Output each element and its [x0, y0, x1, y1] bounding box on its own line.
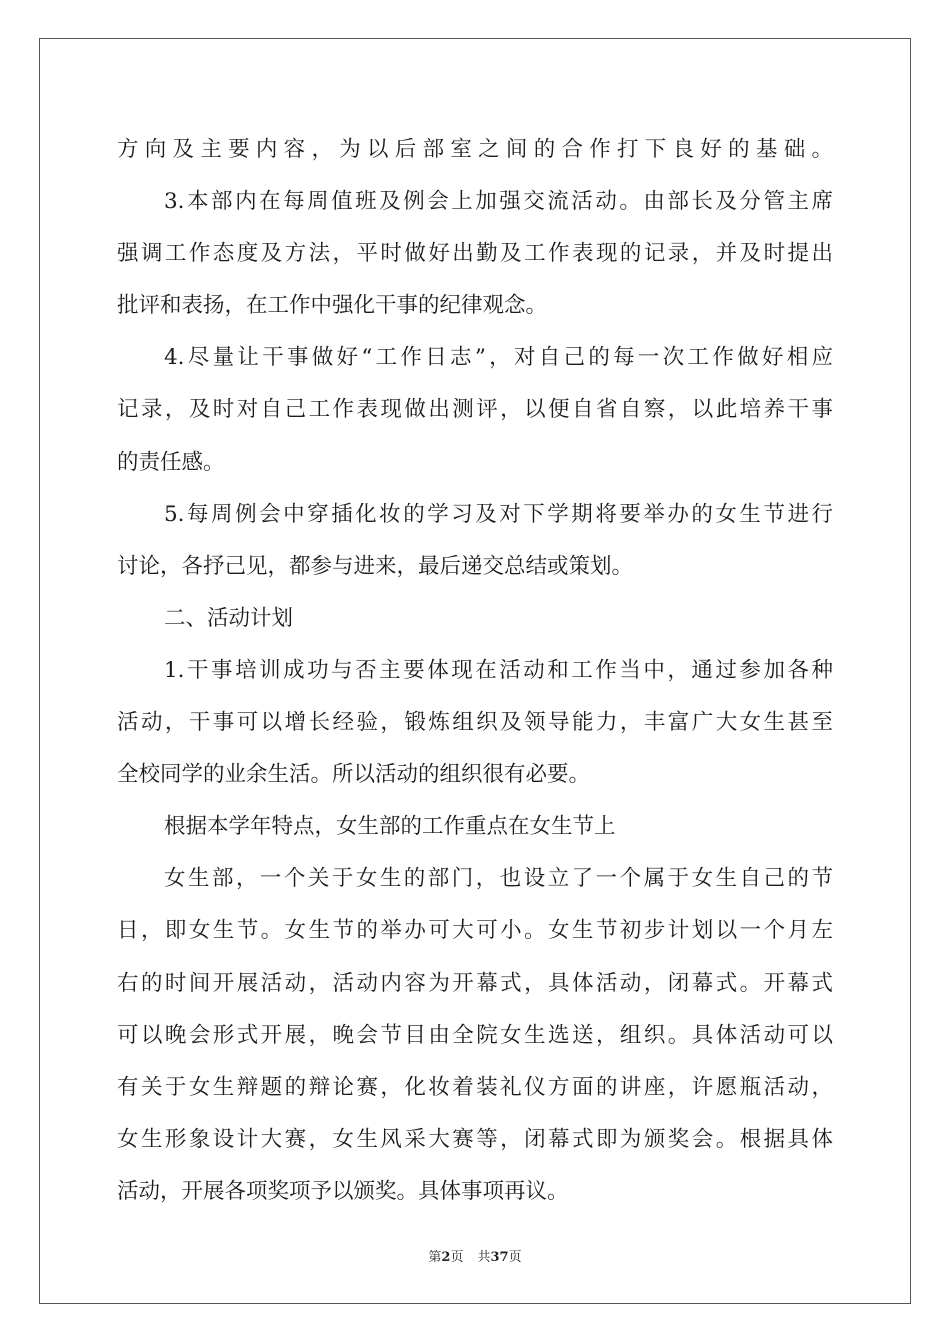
- text-line: 3.本部内在每周值班及例会上加强交流活动。由部长及分管主席: [164, 189, 833, 215]
- total-suffix: 页: [508, 1250, 522, 1265]
- text-line: 批评和表扬，在工作中强化干事的纪律观念。: [117, 293, 548, 319]
- page-footer: [0, 1246, 950, 1265]
- section-heading: 二、活动计划: [164, 605, 294, 631]
- text-line: 1.干事培训成功与否主要体现在活动和工作当中，通过参加各种: [164, 657, 833, 683]
- text-line: 4.尽量让干事做好“工作日志”，对自己的每一次工作做好相应: [164, 345, 833, 371]
- text-line: 讨论，各抒己见，都参与进来，最后递交总结或策划。: [117, 553, 634, 579]
- page-prefix: 第: [428, 1250, 442, 1265]
- text-line: 记录，及时对自己工作表现做出测评，以便自省自察，以此培养干事: [117, 397, 833, 423]
- total-prefix: 共: [477, 1250, 491, 1265]
- text-line: 方向及主要内容，为以后部室之间的合作打下良好的基础。: [117, 137, 833, 162]
- page-number: 2: [441, 1250, 451, 1265]
- text-line: 有关于女生辩题的辩论赛，化妆着装礼仪方面的讲座，许愿瓶活动，: [117, 1074, 833, 1100]
- text-line: 日，即女生节。女生节的举办可大可小。女生节初步计划以一个月左: [117, 918, 833, 944]
- total-pages: 37: [490, 1250, 509, 1265]
- text-line: 强调工作态度及方法，平时做好出勤及工作表现的记录，并及时提出: [117, 241, 833, 267]
- text-line: 活动，开展各项奖项予以颁奖。具体事项再议。: [117, 1178, 569, 1204]
- page-suffix: 页: [450, 1250, 464, 1265]
- text-line: 全校同学的业余生活。所以活动的组织很有必要。: [117, 762, 591, 788]
- text-line: 可以晚会形式开展，晚会节目由全院女生选送，组织。具体活动可以: [117, 1022, 833, 1048]
- text-line: 的责任感。: [117, 449, 225, 475]
- text-line: 活动，干事可以增长经验，锻炼组织及领导能力，丰富广大女生甚至: [117, 710, 833, 736]
- text-line: 女生部，一个关于女生的部门，也设立了一个属于女生自己的节: [164, 866, 833, 892]
- document-body: [117, 124, 833, 1218]
- text-line: 女生形象设计大赛，女生风采大赛等，闭幕式即为颁奖会。根据具体: [117, 1126, 833, 1152]
- text-line: 根据本学年特点，女生部的工作重点在女生节上: [164, 814, 616, 840]
- text-line: 右的时间开展活动，活动内容为开幕式，具体活动，闭幕式。开幕式: [117, 970, 833, 996]
- text-line: 5.每周例会中穿插化妆的学习及对下学期将要举办的女生节进行: [164, 501, 833, 527]
